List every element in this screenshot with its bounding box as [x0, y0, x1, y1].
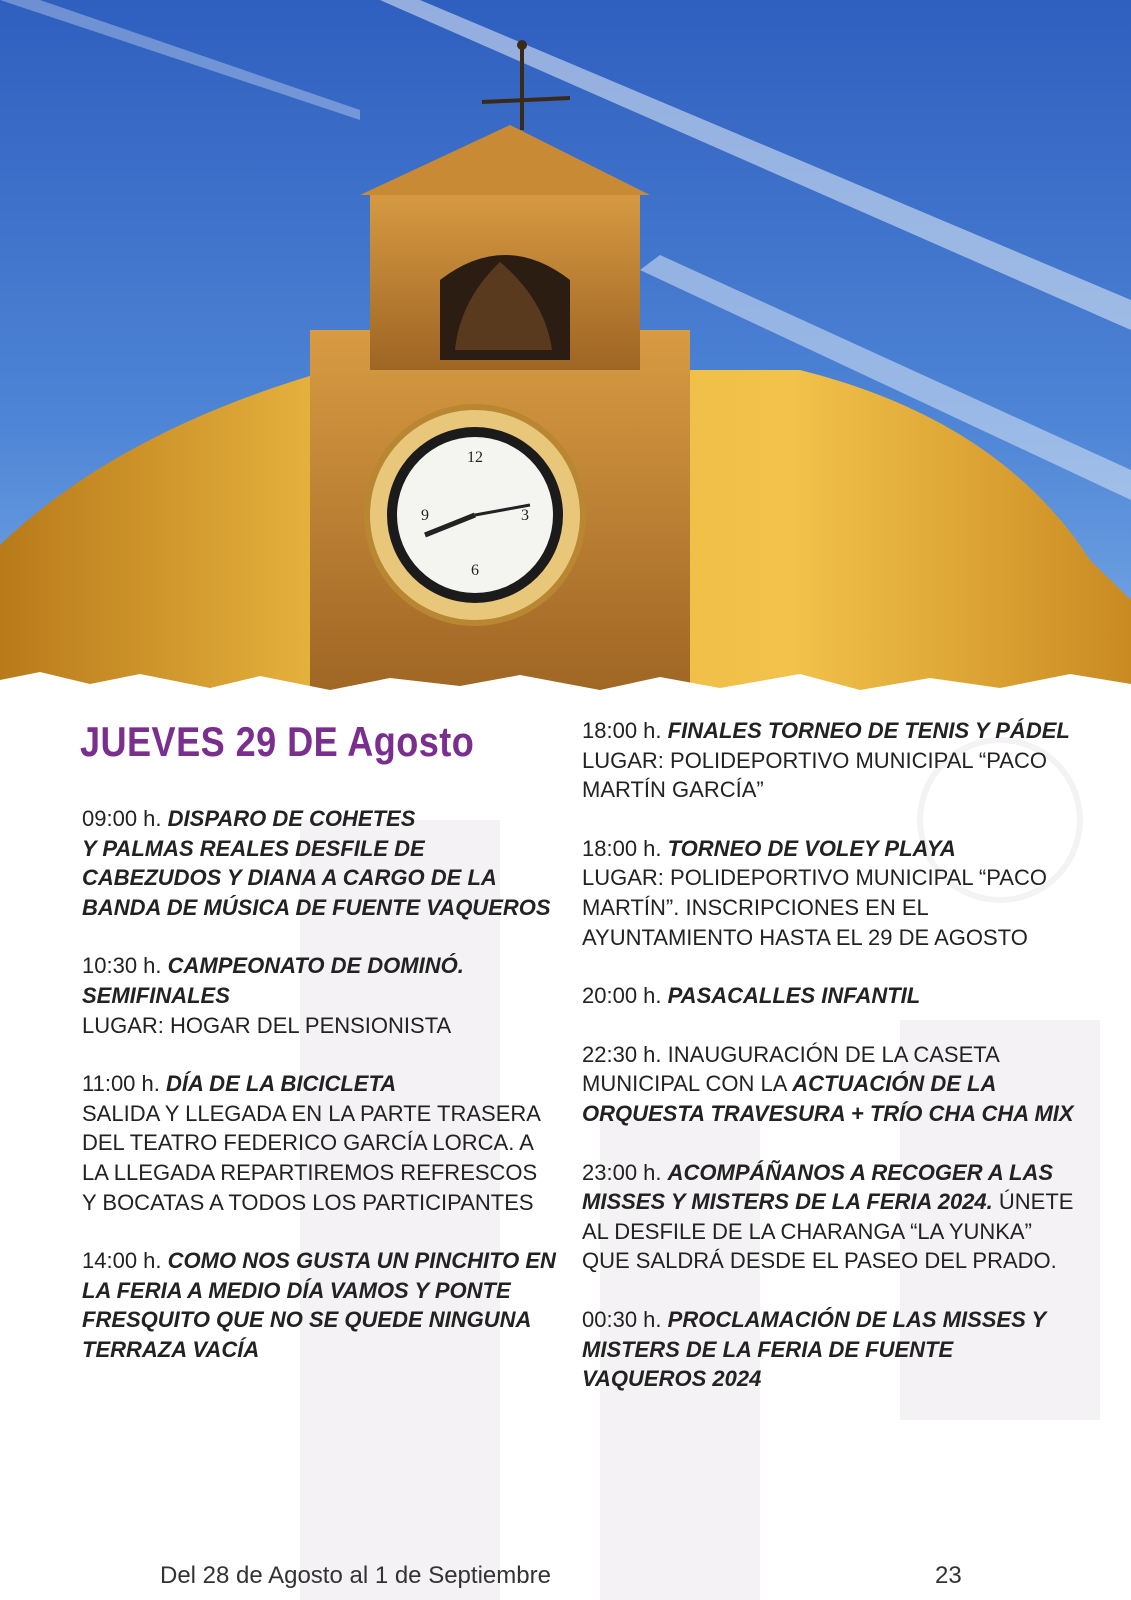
events-left-column	[82, 804, 562, 1394]
event-item	[82, 804, 562, 922]
event-title: PASACALLES INFANTIL	[667, 983, 921, 1009]
event-time: 10:30 h.	[82, 953, 168, 979]
event-time: 22:30 h.	[582, 1041, 668, 1067]
event-title: DÍA DE LA BICICLETA	[166, 1071, 397, 1097]
event-detail: LUGAR: POLIDEPORTIVO MUNICIPAL “PACO MARTÍN”. INSCRIPCIONES EN EL AYUNTAMIENTO HASTA EL 29 DE AGOSTO	[582, 865, 1047, 950]
event-time: 18:00 h.	[582, 718, 668, 743]
event-item	[582, 981, 1082, 1011]
svg-text:6: 6	[471, 562, 479, 579]
clock-tower-photo	[0, 0, 1131, 720]
event-title: DISPARO DE COHETES Y PALMAS REALES DESFILE DE CABEZUDOS Y DIANA A CARGO DE LA BANDA DE MÚSICA DE FUENTE VAQUEROS	[82, 806, 551, 920]
event-title: CAMPEONATO DE DOMINÓ. SEMIFINALES	[82, 953, 464, 1008]
svg-text:3: 3	[521, 507, 529, 524]
event-extra: ÚNETE AL DESFILE DE LA CHARANGA “LA YUNKA” QUE SALDRÁ DESDE EL PASEO DEL PRADO.	[582, 1189, 1074, 1274]
svg-text:12: 12	[467, 449, 483, 466]
event-item	[82, 1069, 562, 1217]
event-title: PROCLAMACIÓN DE LAS MISSES Y MISTERS DE LA FERIA DE FUENTE VAQUEROS 2024	[582, 1306, 1046, 1392]
event-detail: SALIDA Y LLEGADA EN LA PARTE TRASERA DEL TEATRO FEDERICO GARCÍA LORCA. A LA LLEGADA REPARTIREMOS REFRESCOS Y BOCATAS A TODOS LOS PARTICIPANTES	[82, 1100, 540, 1215]
footer-dates: Del 28 de Agosto al 1 de Septiembre	[160, 1562, 551, 1589]
page-number: 23	[935, 1562, 962, 1589]
event-item	[582, 834, 1082, 952]
event-time: 18:00 h.	[582, 835, 668, 861]
event-detail: LUGAR: HOGAR DEL PENSIONISTA	[82, 1012, 452, 1038]
event-title: TORNEO DE VOLEY PLAYA	[667, 835, 956, 861]
event-title: ACOMPÁÑANOS A RECOGER A LAS MISSES Y MISTERS DE LA FERIA 2024.	[582, 1159, 1054, 1215]
event-title: ACTUACIÓN DE LA ORQUESTA TRAVESURA + TRÍO CHA CHA MIX	[582, 1071, 1074, 1126]
page-title: JUEVES 29 DE Agosto	[80, 718, 475, 765]
event-title: FINALES TORNEO DE TENIS Y PÁDEL	[667, 718, 1070, 743]
event-item	[582, 1040, 1082, 1129]
svg-text:9: 9	[421, 507, 429, 524]
event-item	[82, 1246, 562, 1364]
event-time: 14:00 h.	[82, 1248, 168, 1274]
event-title: COMO NOS GUSTA UN PINCHITO EN LA FERIA A MEDIO DÍA VAMOS Y PONTE FRESQUITO QUE NO SE QUEDE NINGUNA TERRAZA VACÍA	[82, 1248, 556, 1362]
event-time: 23:00 h.	[582, 1159, 668, 1185]
event-intro: INAUGURACIÓN DE LA CASETA MUNICIPAL CON LA	[582, 1041, 999, 1097]
event-detail: LUGAR: POLIDEPORTIVO MUNICIPAL “PACO MARTÍN GARCÍA”	[582, 747, 1047, 803]
event-item	[82, 951, 562, 1040]
event-time: 20:00 h.	[582, 983, 668, 1009]
event-item	[582, 716, 1082, 805]
event-time: 09:00 h.	[82, 806, 168, 831]
event-item	[582, 1158, 1082, 1276]
event-time: 00:30 h.	[582, 1306, 668, 1332]
event-item	[582, 1305, 1082, 1394]
events-right-column	[582, 716, 1082, 1423]
event-time: 11:00 h.	[82, 1071, 166, 1097]
